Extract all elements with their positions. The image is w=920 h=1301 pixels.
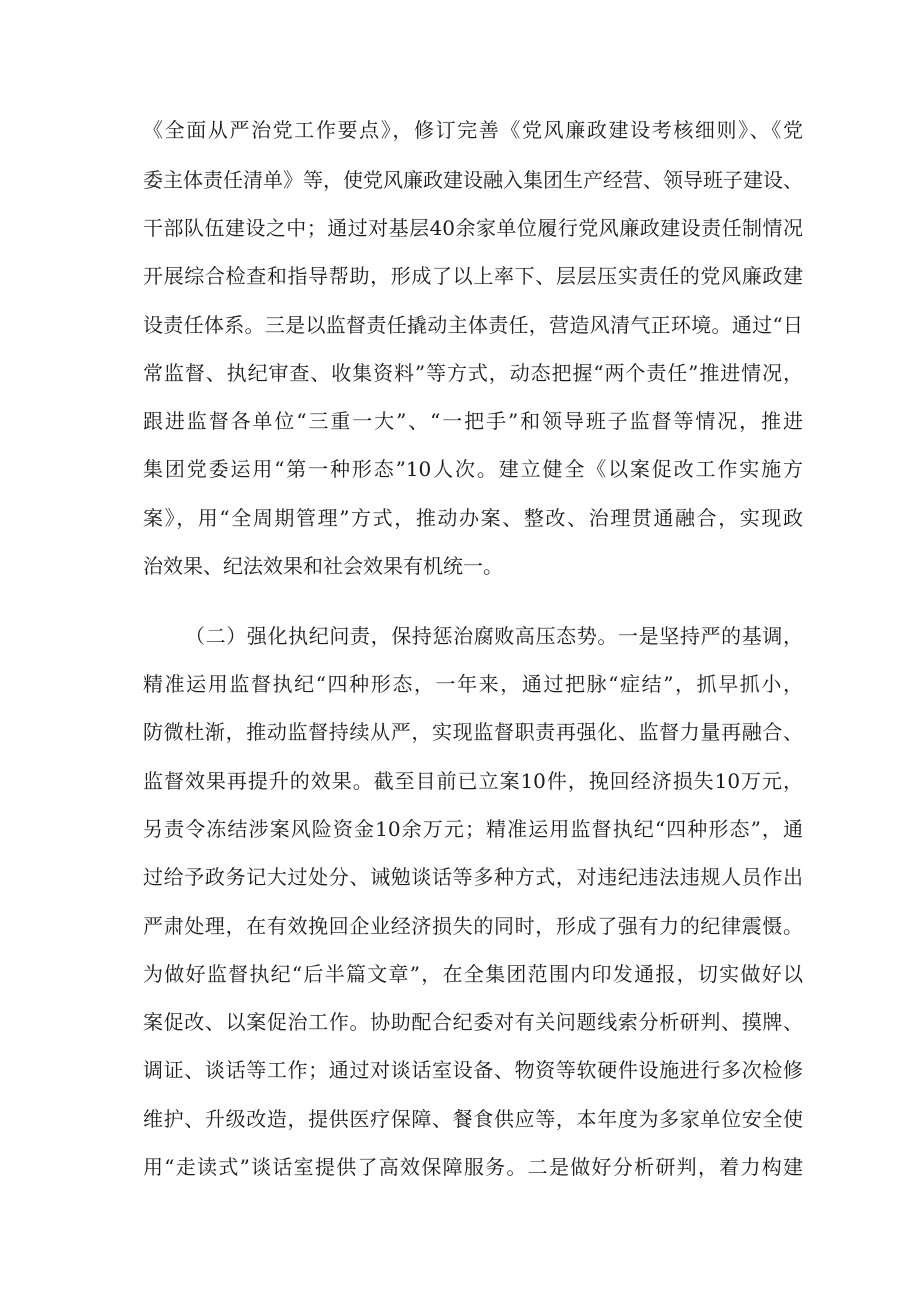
paragraph-line: 过给予政务记大过处分、诫勉谈话等多种方式，对违纪违法违规人员作出 <box>143 865 803 889</box>
paragraph-line: 另责令冻结涉案风险资金10余万元；精准运用监督执纪“四种形态”，通 <box>143 817 803 841</box>
paragraph-line: 维护、升级改造，提供医疗保障、餐食供应等，本年度为多家单位安全使 <box>143 1107 803 1131</box>
paragraph-line: （二）强化执纪问责，保持惩治腐败高压态势。一是坚持严的基调， <box>185 624 803 648</box>
paragraph-line: 为做好监督执纪“后半篇文章”，在全集团范围内印发通报，切实做好以 <box>143 962 803 986</box>
paragraph-line: 防微杜渐，推动监督持续从严，实现监督职责再强化、监督力量再融合、 <box>143 720 803 744</box>
paragraph-line: 开展综合检查和指导帮助，形成了以上率下、层层压实责任的党风廉政建 <box>143 264 803 288</box>
paragraph-line: 集团党委运用“第一种形态”10人次。建立健全《以案促改工作实施方 <box>143 457 803 481</box>
paragraph-line: 严肃处理，在有效挽回企业经济损失的同时，形成了强有力的纪律震慑。 <box>143 914 803 938</box>
paragraph-line: 监督效果再提升的效果。截至目前已立案10件，挽回经济损失10万元， <box>143 769 803 793</box>
paragraph-line: 委主体责任清单》等，使党风廉政建设融入集团生产经营、领导班子建设、 <box>143 168 803 192</box>
paragraph-line: 案促改、以案促治工作。协助配合纪委对有关问题线索分析研判、摸牌、 <box>143 1010 803 1034</box>
paragraph-line: 用“走读式”谈话室提供了高效保障服务。二是做好分析研判，着力构建 <box>143 1155 803 1179</box>
paragraph-line: 调证、谈话等工作；通过对谈话室设备、物资等软硬件设施进行多次检修 <box>143 1058 803 1082</box>
paragraph-line: 常监督、执纪审查、收集资料”等方式，动态把握“两个责任”推进情况， <box>143 361 803 385</box>
paragraph-line: 跟进监督各单位“三重一大”、“一把手”和领导班子监督等情况，推进 <box>143 409 803 433</box>
paragraph-line: 案》，用“全周期管理”方式，推动办案、整改、治理贯通融合，实现政 <box>143 506 803 530</box>
paragraph-line: 治效果、纪法效果和社会效果有机统一。 <box>143 554 503 578</box>
paragraph-line: 设责任体系。三是以监督责任撬动主体责任，营造风清气正环境。通过“日 <box>143 313 803 337</box>
paragraph-line: 精准运用监督执纪“四种形态，一年来，通过把脉“症结”，抓早抓小， <box>143 672 803 696</box>
paragraph-line: 干部队伍建设之中；通过对基层40余家单位履行党风廉政建设责任制情况 <box>143 216 803 240</box>
paragraph-line: 《全面从严治党工作要点》，修订完善《党风廉政建设考核细则》、《党 <box>143 118 803 142</box>
